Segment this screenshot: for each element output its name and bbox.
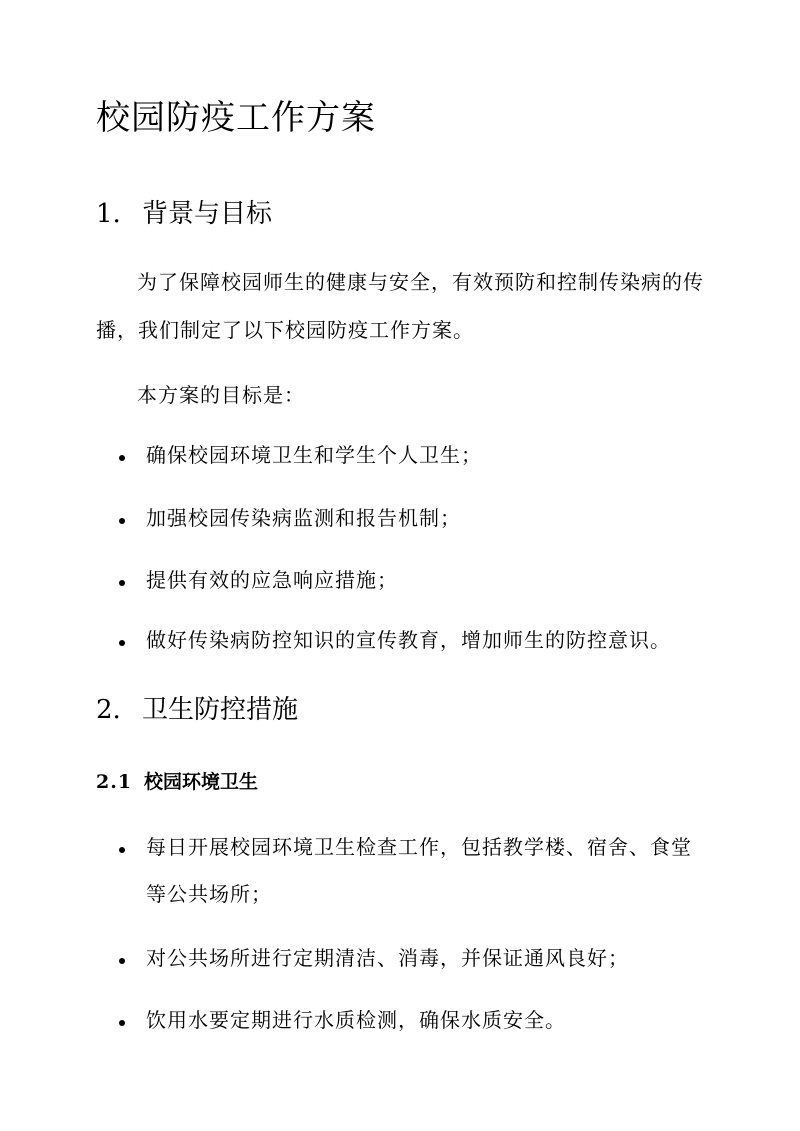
bullet-dot <box>119 958 125 964</box>
bullet-dot <box>119 847 125 853</box>
subsection-2-1-heading <box>96 768 258 796</box>
hygiene-item-2: 对公共场所进行定期清洁、消毒，并保证通风良好； <box>146 946 629 970</box>
section-1-number: 1. <box>96 199 121 229</box>
bullet-dot <box>119 640 125 646</box>
bullet-dot <box>119 455 125 461</box>
subsection-2-1-number: 2.1 <box>96 771 133 793</box>
hygiene-item-3: 饮用水要定期进行水质检测，确保水质安全。 <box>146 1008 566 1032</box>
subsection-2-1-title: 校园环境卫生 <box>144 771 259 793</box>
intro-paragraph-line-2: 播，我们制定了以下校园防疫工作方案。 <box>96 318 474 342</box>
section-2-number: 2. <box>96 695 121 725</box>
bullet-dot <box>119 518 125 524</box>
intro-paragraph-line-1: 为了保障校园师生的健康与安全，有效预防和控制传染病的传 <box>137 270 704 294</box>
hygiene-item-1-line-2: 等公共场所； <box>146 882 272 906</box>
goals-lead: 本方案的目标是： <box>137 383 305 407</box>
hygiene-item-1-line-1: 每日开展校园环境卫生检查工作，包括教学楼、宿舍、食堂 <box>146 835 692 859</box>
section-1-title: 背景与目标 <box>142 199 273 229</box>
section-2-title: 卫生防控措施 <box>142 695 299 725</box>
bullet-dot <box>119 1020 125 1026</box>
goal-item-1: 确保校园环境卫生和学生个人卫生； <box>146 443 482 467</box>
goal-item-4: 做好传染病防控知识的宣传教育，增加师生的防控意识。 <box>146 628 671 652</box>
goal-item-3: 提供有效的应急响应措施； <box>146 568 398 592</box>
bullet-dot <box>119 580 125 586</box>
document-title: 校园防疫工作方案 <box>96 98 376 138</box>
section-2-heading <box>96 692 298 728</box>
goal-item-2: 加强校园传染病监测和报告机制； <box>146 506 461 530</box>
section-1-heading <box>96 196 272 232</box>
